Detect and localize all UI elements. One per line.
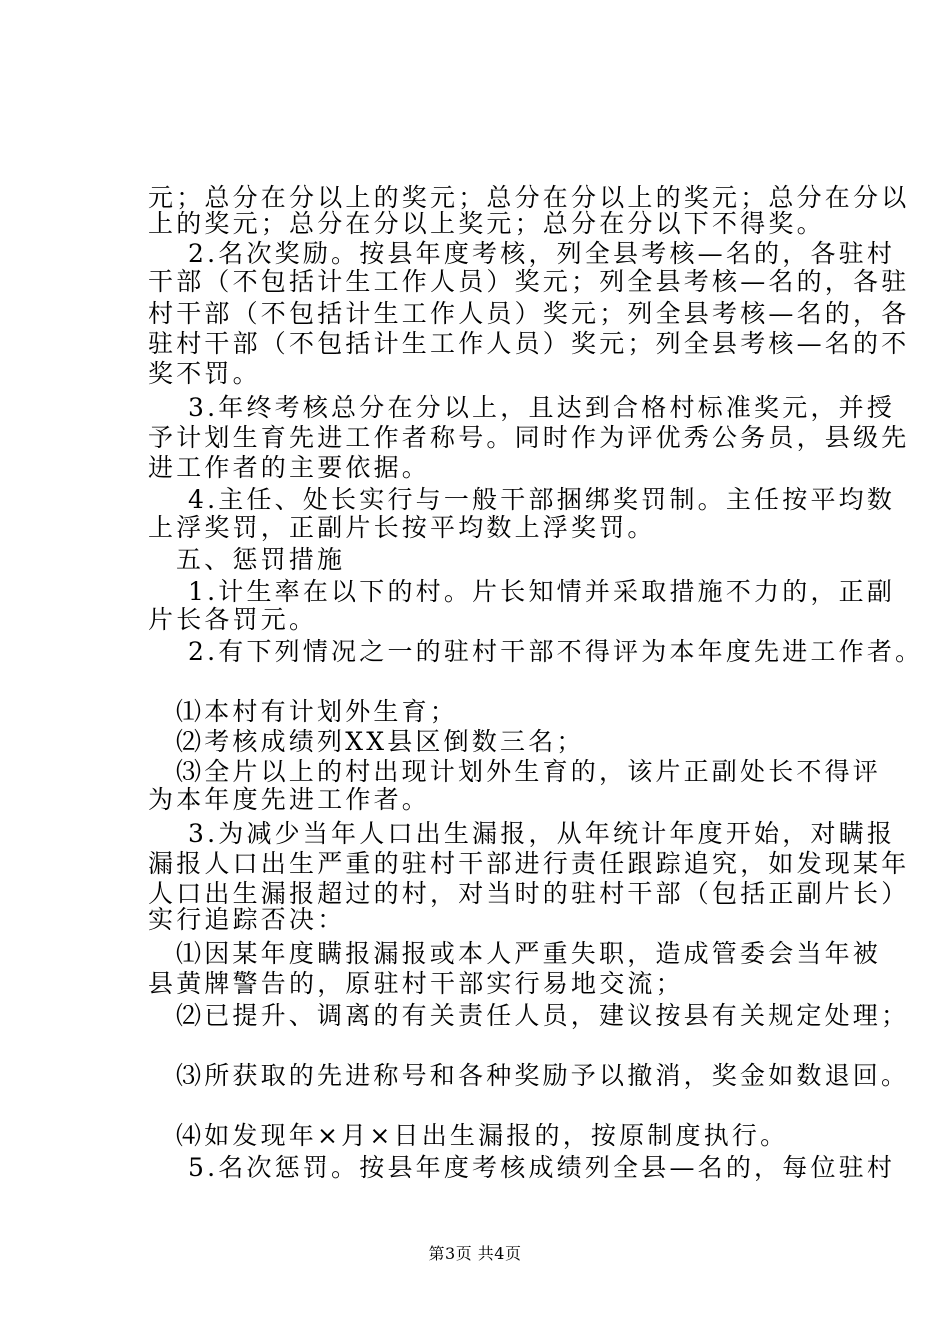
text-line: 3.年终考核总分在分以上，且达到合格村标准奖元，并授	[188, 393, 896, 422]
list-item: ⑶全片以上的村出现计划外生育的，该片正副处长不得评	[176, 757, 882, 786]
text-line: 予计划生育先进工作者称号。同时作为评优秀公务员，县级先	[148, 423, 910, 452]
list-item: ⑵考核成绩列XX县区倒数三名；	[176, 727, 585, 756]
text-line: 为本年度先进工作者。	[148, 785, 431, 814]
text-line: 上浮奖罚，正副片长按平均数上浮奖罚。	[148, 513, 656, 542]
text-line: 1.计生率在以下的村。片长知情并采取措施不力的，正副	[188, 577, 896, 606]
text-line: 人口出生漏报超过的村，对当时的驻村干部（包括正副片长）	[148, 879, 910, 908]
text-line: 驻村干部（不包括计生工作人员）奖元；列全县考核—名的不	[148, 329, 910, 358]
text-line: 2.名次奖励。按县年度考核，列全县考核—名的，各驻村	[188, 239, 896, 268]
list-item: ⑷如发现年×月×日出生漏报的，按原制度执行。	[176, 1121, 789, 1150]
text-line: 2.有下列情况之一的驻村干部不得评为本年度先进工作者。	[188, 637, 924, 666]
text-line: 县黄牌警告的，原驻村干部实行易地交流；	[148, 969, 684, 998]
text-line: 元；总分在分以上的奖元；总分在分以上的奖元；总分在分以	[148, 183, 910, 212]
text-line: 村干部（不包括计生工作人员）奖元；列全县考核—名的，各	[148, 299, 910, 328]
list-item: ⑴因某年度瞒报漏报或本人严重失职，造成管委会当年被	[176, 939, 882, 968]
list-item: ⑶所获取的先进称号和各种奖励予以撤消，奖金如数退回。	[176, 1061, 910, 1090]
section-heading: 五、惩罚措施	[176, 545, 346, 574]
text-line: 进工作者的主要依据。	[148, 453, 431, 482]
list-item: ⑵已提升、调离的有关责任人员，建议按县有关规定处理；	[176, 1001, 910, 1030]
text-line: 5.名次惩罚。按县年度考核成绩列全县—名的，每位驻村	[188, 1153, 896, 1182]
text-line: 3.为减少当年人口出生漏报，从年统计年度开始，对瞒报	[188, 819, 896, 848]
text-line: 4.主任、处长实行与一般干部捆绑奖罚制。主任按平均数	[188, 485, 896, 514]
text-line: 实行追踪否决：	[148, 905, 346, 934]
page-number: 第3页 共4页	[428, 1244, 522, 1263]
text-line: 奖不罚。	[148, 359, 261, 388]
text-line: 上的奖元；总分在分以上奖元；总分在分以下不得奖。	[148, 209, 825, 238]
text-line: 漏报人口出生严重的驻村干部进行责任跟踪追究，如发现某年	[148, 849, 910, 878]
text-line: 干部（不包括计生工作人员）奖元；列全县考核—名的，各驻	[148, 267, 910, 296]
text-line: 片长各罚元。	[148, 605, 318, 634]
list-item: ⑴本村有计划外生育；	[176, 697, 459, 726]
